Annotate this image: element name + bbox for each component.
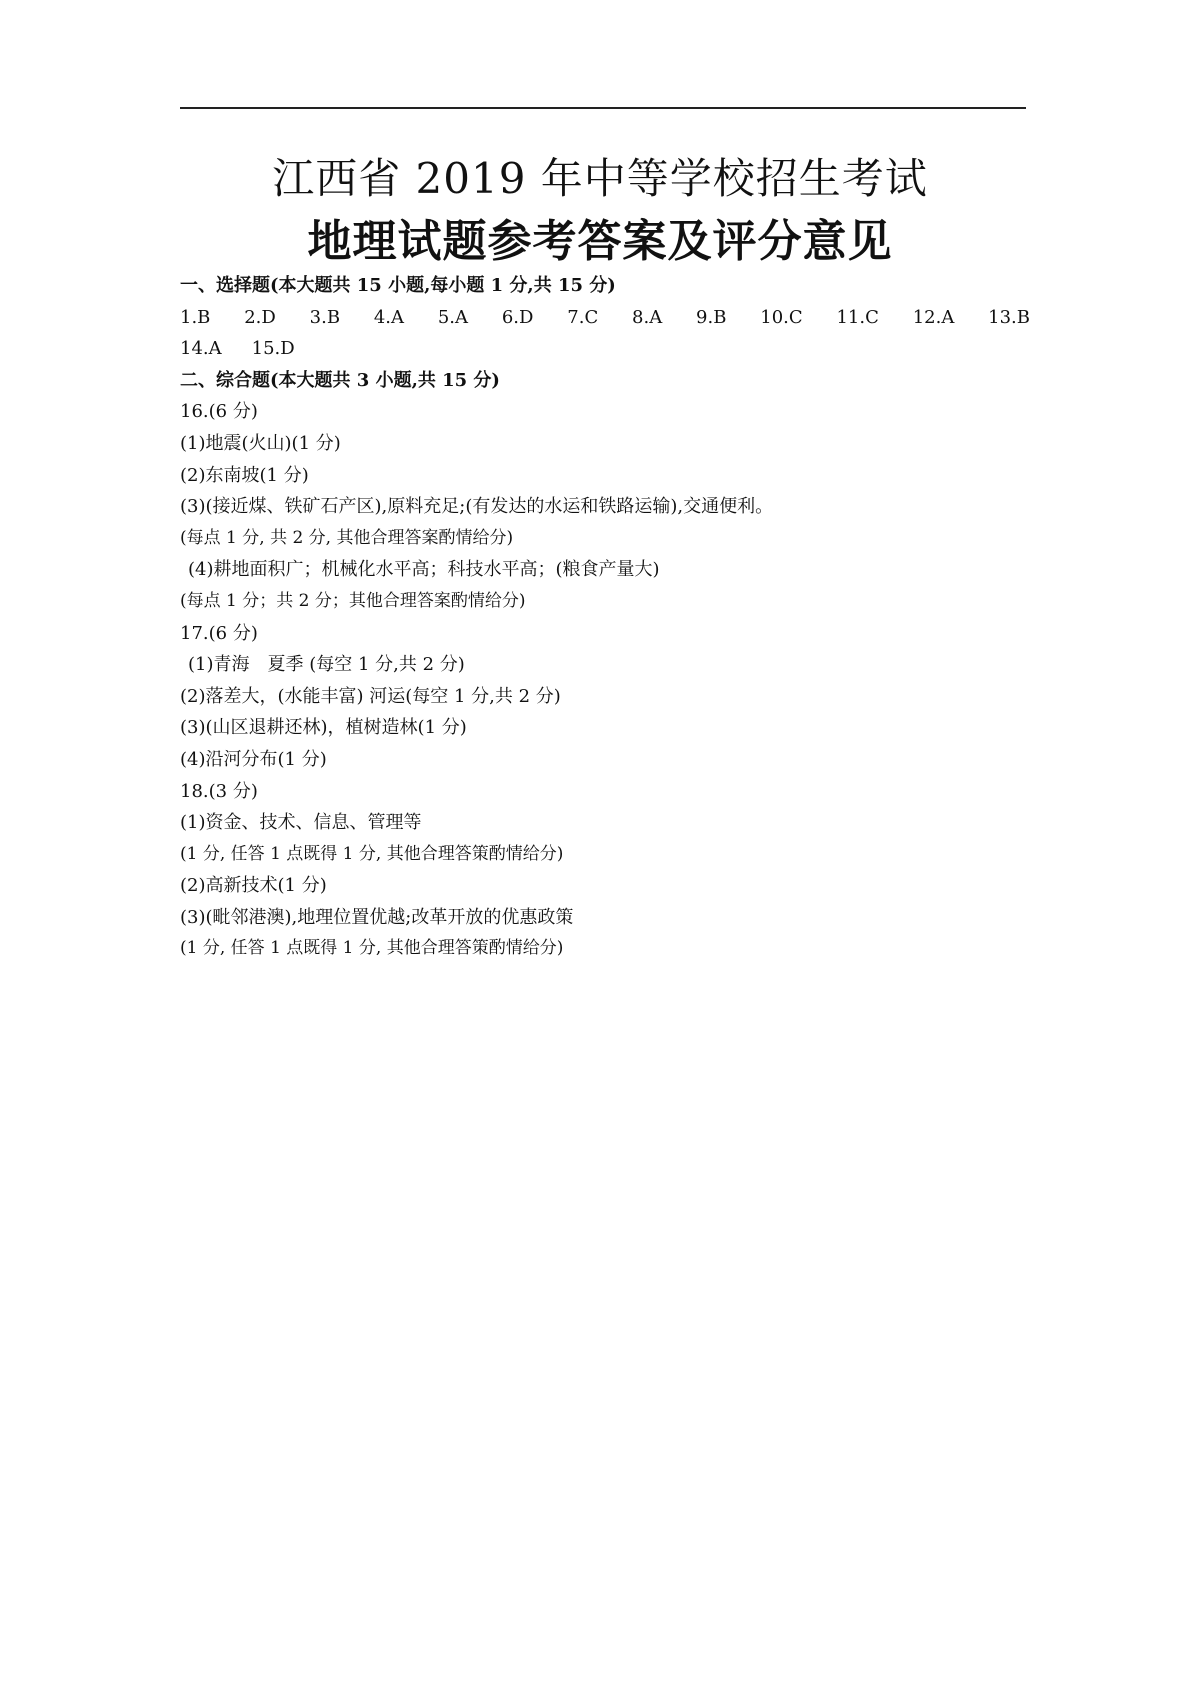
scoring-note: (1 分, 任答 1 点既得 1 分, 其他合理答策酌情给分) <box>180 938 564 959</box>
question-16-heading: 16.(6 分) <box>180 401 258 423</box>
choice-answer: 2.D <box>244 306 276 328</box>
answer-line: (2)东南坡(1 分) <box>180 464 309 486</box>
choice-answer: 6.D <box>501 306 534 328</box>
answer-line: (4)沿河分布(1 分) <box>180 748 327 770</box>
section1-heading: 一、选择题(本大题共 15 小题,每小题 1 分,共 15 分) <box>180 275 616 296</box>
choice-answer: 1.B <box>180 306 211 328</box>
answer-line: (2)高新技术(1 分) <box>180 875 327 897</box>
answer-line: (2)落差大，(水能丰富) 河运(每空 1 分,共 2 分) <box>180 685 561 707</box>
question-17-heading: 17.(6 分) <box>180 622 258 644</box>
top-rule-divider <box>180 107 1026 109</box>
choice-answer: 3.B <box>309 306 341 328</box>
answer-line: (1)青海 夏季 (每空 1 分,共 2 分) <box>188 654 465 676</box>
question-18-heading: 18.(3 分) <box>180 780 258 802</box>
choice-answer: 4.A <box>373 306 405 328</box>
choice-answer: 15.D <box>251 338 295 360</box>
scoring-note: (每点 1 分；共 2 分；其他合理答案酌情给分) <box>180 590 526 611</box>
choice-answer: 14.A <box>180 338 222 360</box>
answer-line: (3)(接近煤、铁矿石产区),原料充足;(有发达的水运和铁路运输),交通便利。 <box>180 496 774 518</box>
answer-line: (1)资金、技术、信息、管理等 <box>180 812 422 834</box>
answer-line: (4)耕地面积广；机械化水平高；科技水平高；(粮食产量大) <box>188 559 660 581</box>
choice-answer: 9.B <box>696 306 727 328</box>
scoring-note: (每点 1 分, 共 2 分, 其他合理答案酌情给分) <box>180 527 514 548</box>
document-subtitle: 地理试题参考答案及评分意见 <box>307 216 893 267</box>
choice-answer: 5.A <box>437 306 469 328</box>
scoring-note: (1 分, 任答 1 点既得 1 分, 其他合理答策酌情给分) <box>180 843 564 864</box>
choice-answers-row-1 <box>180 302 1030 334</box>
choice-answer: 7.C <box>567 306 599 328</box>
document-title: 江西省 2019 年中等学校招生考试 <box>272 154 928 203</box>
choice-answer: 8.A <box>632 306 663 328</box>
choice-answer: 11.C <box>836 306 879 328</box>
section2-heading: 二、综合题(本大题共 3 小题,共 15 分) <box>180 369 500 391</box>
answer-body <box>180 270 1030 965</box>
choice-answer: 12.A <box>912 306 955 328</box>
answer-line: (3)(山区退耕还林)，植树造林(1 分) <box>180 717 467 739</box>
choice-answer: 13.B <box>988 306 1030 328</box>
answer-line: (3)(毗邻港澳),地理位置优越;改革开放的优惠政策 <box>180 906 574 928</box>
choice-answer: 10.C <box>760 306 803 328</box>
answer-line: (1)地震(火山)(1 分) <box>180 432 341 454</box>
choice-answers-row-2 <box>180 333 1030 365</box>
